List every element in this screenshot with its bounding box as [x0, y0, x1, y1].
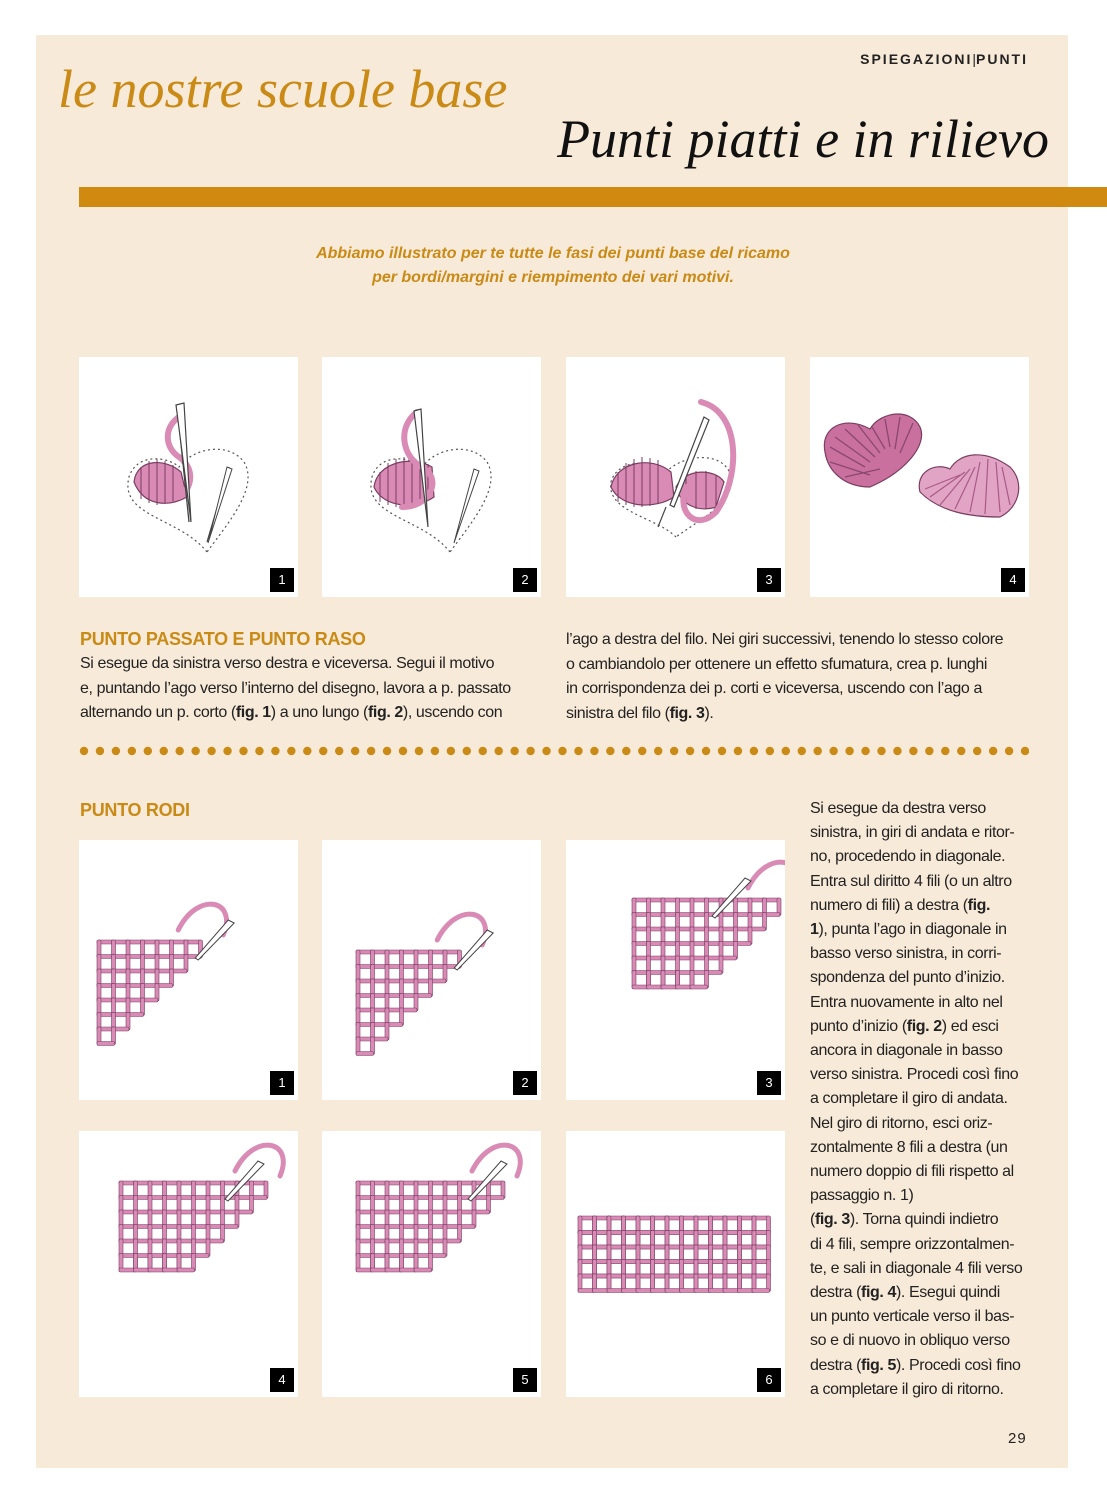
divider-dot: [335, 747, 343, 755]
text-line: no, procedendo in diagonale.: [810, 848, 1006, 866]
divider-dot: [399, 747, 407, 755]
divider-dot: [144, 747, 152, 755]
divider-dot: [909, 747, 917, 755]
text-line: [810, 1015, 1035, 1039]
passato-heading: PUNTO PASSATO E PUNTO RASO: [80, 629, 366, 649]
stitch-grid: [632, 898, 781, 989]
text-line: sinistra, in giri di andata e ritor-: [810, 824, 1015, 842]
rodi-heading: PUNTO RODI: [80, 800, 190, 820]
figure-number: 2: [513, 568, 537, 592]
rodi-figure-4: [79, 1131, 298, 1397]
divider-dot: [558, 747, 566, 755]
text-line: Entra nuovamente in alto nel: [810, 993, 1003, 1011]
section-label-b: PUNTI: [976, 51, 1028, 67]
divider-dot: [96, 747, 104, 755]
divider-dot: [861, 747, 869, 755]
text-line: [810, 918, 1035, 942]
thread: [235, 1145, 283, 1176]
text-span: ), punta l’ago in diagonale in: [818, 921, 1007, 939]
divider-dot: [112, 747, 120, 755]
figure-ref: fig. 5: [861, 1356, 896, 1374]
divider-dot: [1005, 747, 1013, 755]
divider-dot: [479, 747, 487, 755]
divider-dot: [973, 747, 981, 755]
stitch-grid: [578, 1216, 771, 1293]
divider-dot: [128, 747, 136, 755]
text-line: Si esegue da destra verso: [810, 800, 986, 817]
figure-number: 3: [757, 1071, 781, 1095]
text-line: ancora in diagonale in basso: [810, 1042, 1003, 1060]
divider-dot: [367, 747, 375, 755]
divider-dot: [239, 747, 247, 755]
divider-dot: [702, 747, 710, 755]
figure-ref: fig. 1: [235, 704, 271, 721]
divider-dot: [718, 747, 726, 755]
divider-dot: [447, 747, 455, 755]
passato-figure-1: [79, 357, 298, 597]
page-number: 29: [1008, 1430, 1027, 1447]
stitch-grid: [356, 1181, 505, 1272]
figure-number: 6: [757, 1368, 781, 1392]
intro-line-1: Abbiamo illustrato per te tutte le fasi dei punti base del ricamo: [316, 245, 790, 262]
passato-figure-3: [566, 357, 785, 597]
text-line: zontalmente 8 fili a destra (un: [810, 1138, 1008, 1156]
divider-dot: [351, 747, 359, 755]
divider-dot: [925, 747, 933, 755]
divider-dot: [80, 747, 88, 755]
divider-dot: [734, 747, 742, 755]
figure-ref: fig.: [967, 896, 991, 914]
divider-dot: [495, 747, 503, 755]
passato-figure-2: [322, 357, 541, 597]
divider-dot: [638, 747, 646, 755]
divider-dot: [893, 747, 901, 755]
divider-dot: [877, 747, 885, 755]
figure-ref: fig. 4: [861, 1284, 896, 1302]
figure-number: 2: [513, 1071, 537, 1095]
divider-dot: [574, 747, 582, 755]
figure-ref: fig. 3: [814, 1211, 850, 1229]
rodi-text: [810, 797, 1035, 1402]
stitch-grid: [356, 950, 462, 1056]
divider-dot: [798, 747, 806, 755]
text-line: [810, 1208, 1035, 1232]
divider-dot: [782, 747, 790, 755]
text-line: di 4 fili, sempre orizzontalmen-: [810, 1235, 1015, 1253]
text-span: alternando un p. corto (: [80, 704, 236, 721]
text-line: verso sinistra. Procedi così fino: [810, 1066, 1019, 1084]
divider-dot: [670, 747, 678, 755]
divider-dot: [271, 747, 279, 755]
text-span: (: [810, 1211, 815, 1229]
divider-dot: [622, 747, 630, 755]
divider-dot: [606, 747, 614, 755]
divider-dot: [766, 747, 774, 755]
divider-dot: [829, 747, 837, 755]
figure-number: 1: [270, 568, 294, 592]
text-span: ). Torna quindi indietro: [849, 1211, 999, 1229]
divider-dot: [989, 747, 997, 755]
title-series: le nostre scuole base: [58, 59, 508, 119]
divider-dot: [176, 747, 184, 755]
text-line: [810, 894, 1035, 918]
heart-second-round-illustration: [566, 357, 785, 597]
section-label-a: SPIEGAZIONI: [860, 51, 973, 67]
figure-number: 4: [1001, 568, 1025, 592]
stitch-grid: [119, 1181, 268, 1272]
divider-dot: [160, 747, 168, 755]
divider-dot: [383, 747, 391, 755]
heart-longer-stitches-illustration: [322, 357, 541, 597]
text-span: ), uscendo con: [402, 704, 503, 721]
divider-dot: [191, 747, 199, 755]
text-line: l’ago a destra del filo. Nei giri successivi, tenendo lo stesso colore: [566, 631, 1004, 648]
stitch-grid: [97, 940, 203, 1046]
figure-number: 1: [270, 1071, 294, 1095]
text-line: o cambiandolo per ottenere un effetto sfumatura, crea p. lunghi: [566, 655, 988, 673]
heart-half-stitched-illustration: [79, 357, 298, 597]
text-line: basso verso sinistra, in corri-: [810, 945, 1002, 963]
divider-dot: [207, 747, 215, 755]
intro-line-2: per bordi/margini e riempimento dei vari motivi.: [372, 269, 734, 286]
divider-dot: [287, 747, 295, 755]
text-line: spondenza del punto d’inizio.: [810, 969, 1005, 987]
text-span: ) a uno lungo (: [270, 704, 368, 721]
text-span: sinistra del filo (: [566, 704, 670, 722]
figure-ref: fig. 2: [367, 704, 403, 721]
text-line: in corrispondenza dei p. corti e viceversa, uscendo con l’ago a: [566, 680, 982, 697]
divider-dot: [542, 747, 550, 755]
text-line: un punto verticale verso il bas-: [810, 1308, 1015, 1326]
divider-dot: [463, 747, 471, 755]
text-span: ). Esegui quindi: [895, 1284, 1000, 1302]
divider-dot: [814, 747, 822, 755]
figure-number: 4: [270, 1368, 294, 1392]
page-title: Punti piatti e in rilievo: [557, 109, 1049, 169]
divider-dot: [957, 747, 965, 755]
passato-text-col1: [80, 652, 545, 726]
rodi-figure-2: [322, 840, 541, 1100]
text-line: [810, 1354, 1035, 1378]
dotted-divider: [79, 744, 1029, 758]
section-label: [860, 51, 1028, 67]
rodi-figure-5: [322, 1131, 541, 1397]
divider-dot: [941, 747, 949, 755]
text-line: numero doppio di fili rispetto al: [810, 1163, 1014, 1181]
text-line: so e di nuovo in obliquo verso: [810, 1332, 1010, 1350]
rodi-step3-illustration: [566, 840, 785, 1100]
figure-number: 3: [757, 568, 781, 592]
text-span: destra (: [810, 1356, 862, 1374]
rodi-step2-illustration: [322, 840, 541, 1100]
divider-dot: [303, 747, 311, 755]
divider-dot: [654, 747, 662, 755]
divider-dot: [845, 747, 853, 755]
divider-dot: [750, 747, 758, 755]
text-line: a completare il giro di ritorno.: [810, 1380, 1004, 1398]
passato-figure-4: [810, 357, 1029, 597]
rodi-step4-illustration: [79, 1131, 298, 1397]
figure-ref: fig. 2: [906, 1017, 942, 1035]
thread: [748, 862, 785, 893]
intro-text: [120, 242, 986, 290]
rodi-step1-illustration: [79, 840, 298, 1100]
figure-ref: fig. 3: [669, 704, 705, 722]
divider-dot: [510, 747, 518, 755]
divider-dot: [223, 747, 231, 755]
divider-dot: [255, 747, 263, 755]
rodi-finished-band-illustration: [566, 1131, 785, 1397]
text-span: punto d’inizio (: [810, 1017, 907, 1035]
divider-dot: [431, 747, 439, 755]
text-line: Si esegue da sinistra verso destra e viceversa. Segui il motivo: [80, 655, 495, 672]
figure-number: 5: [513, 1368, 537, 1392]
text-line: Entra sul diritto 4 fili (o un altro: [810, 872, 1012, 890]
text-line: a completare il giro di andata.: [810, 1090, 1008, 1108]
text-line: Nel giro di ritorno, esci oriz-: [810, 1114, 993, 1132]
divider-dot: [415, 747, 423, 755]
text-span: ) ed esci: [941, 1017, 999, 1035]
divider-dot: [590, 747, 598, 755]
title-bar: [79, 187, 1107, 207]
text-line: e, puntando l’ago verso l’interno del disegno, lavora a p. passato: [80, 679, 511, 697]
finished-hearts-illustration: [810, 357, 1029, 597]
text-span: ). Procedi così fino: [895, 1356, 1021, 1374]
text-span: ).: [704, 704, 714, 722]
rodi-figure-1: [79, 840, 298, 1100]
text-line: [80, 701, 545, 726]
divider-dot: [319, 747, 327, 755]
passato-text-col2: [566, 628, 1031, 726]
figure-ref: 1: [810, 921, 819, 939]
text-span: destra (: [810, 1284, 862, 1302]
text-line: passaggio n. 1): [810, 1187, 914, 1205]
rodi-figure-6: [566, 1131, 785, 1397]
section-label-separator: |: [972, 51, 976, 67]
text-line: [810, 1281, 1035, 1305]
rodi-step5-illustration: [322, 1131, 541, 1397]
divider-dot: [1021, 747, 1029, 755]
divider-dot: [526, 747, 534, 755]
divider-dot: [686, 747, 694, 755]
text-span: numero di fili) a destra (: [810, 896, 968, 914]
text-line: te, e sali in diagonale 4 fili verso: [810, 1259, 1023, 1277]
rodi-figure-3: [566, 840, 785, 1100]
text-line: [566, 702, 1031, 727]
